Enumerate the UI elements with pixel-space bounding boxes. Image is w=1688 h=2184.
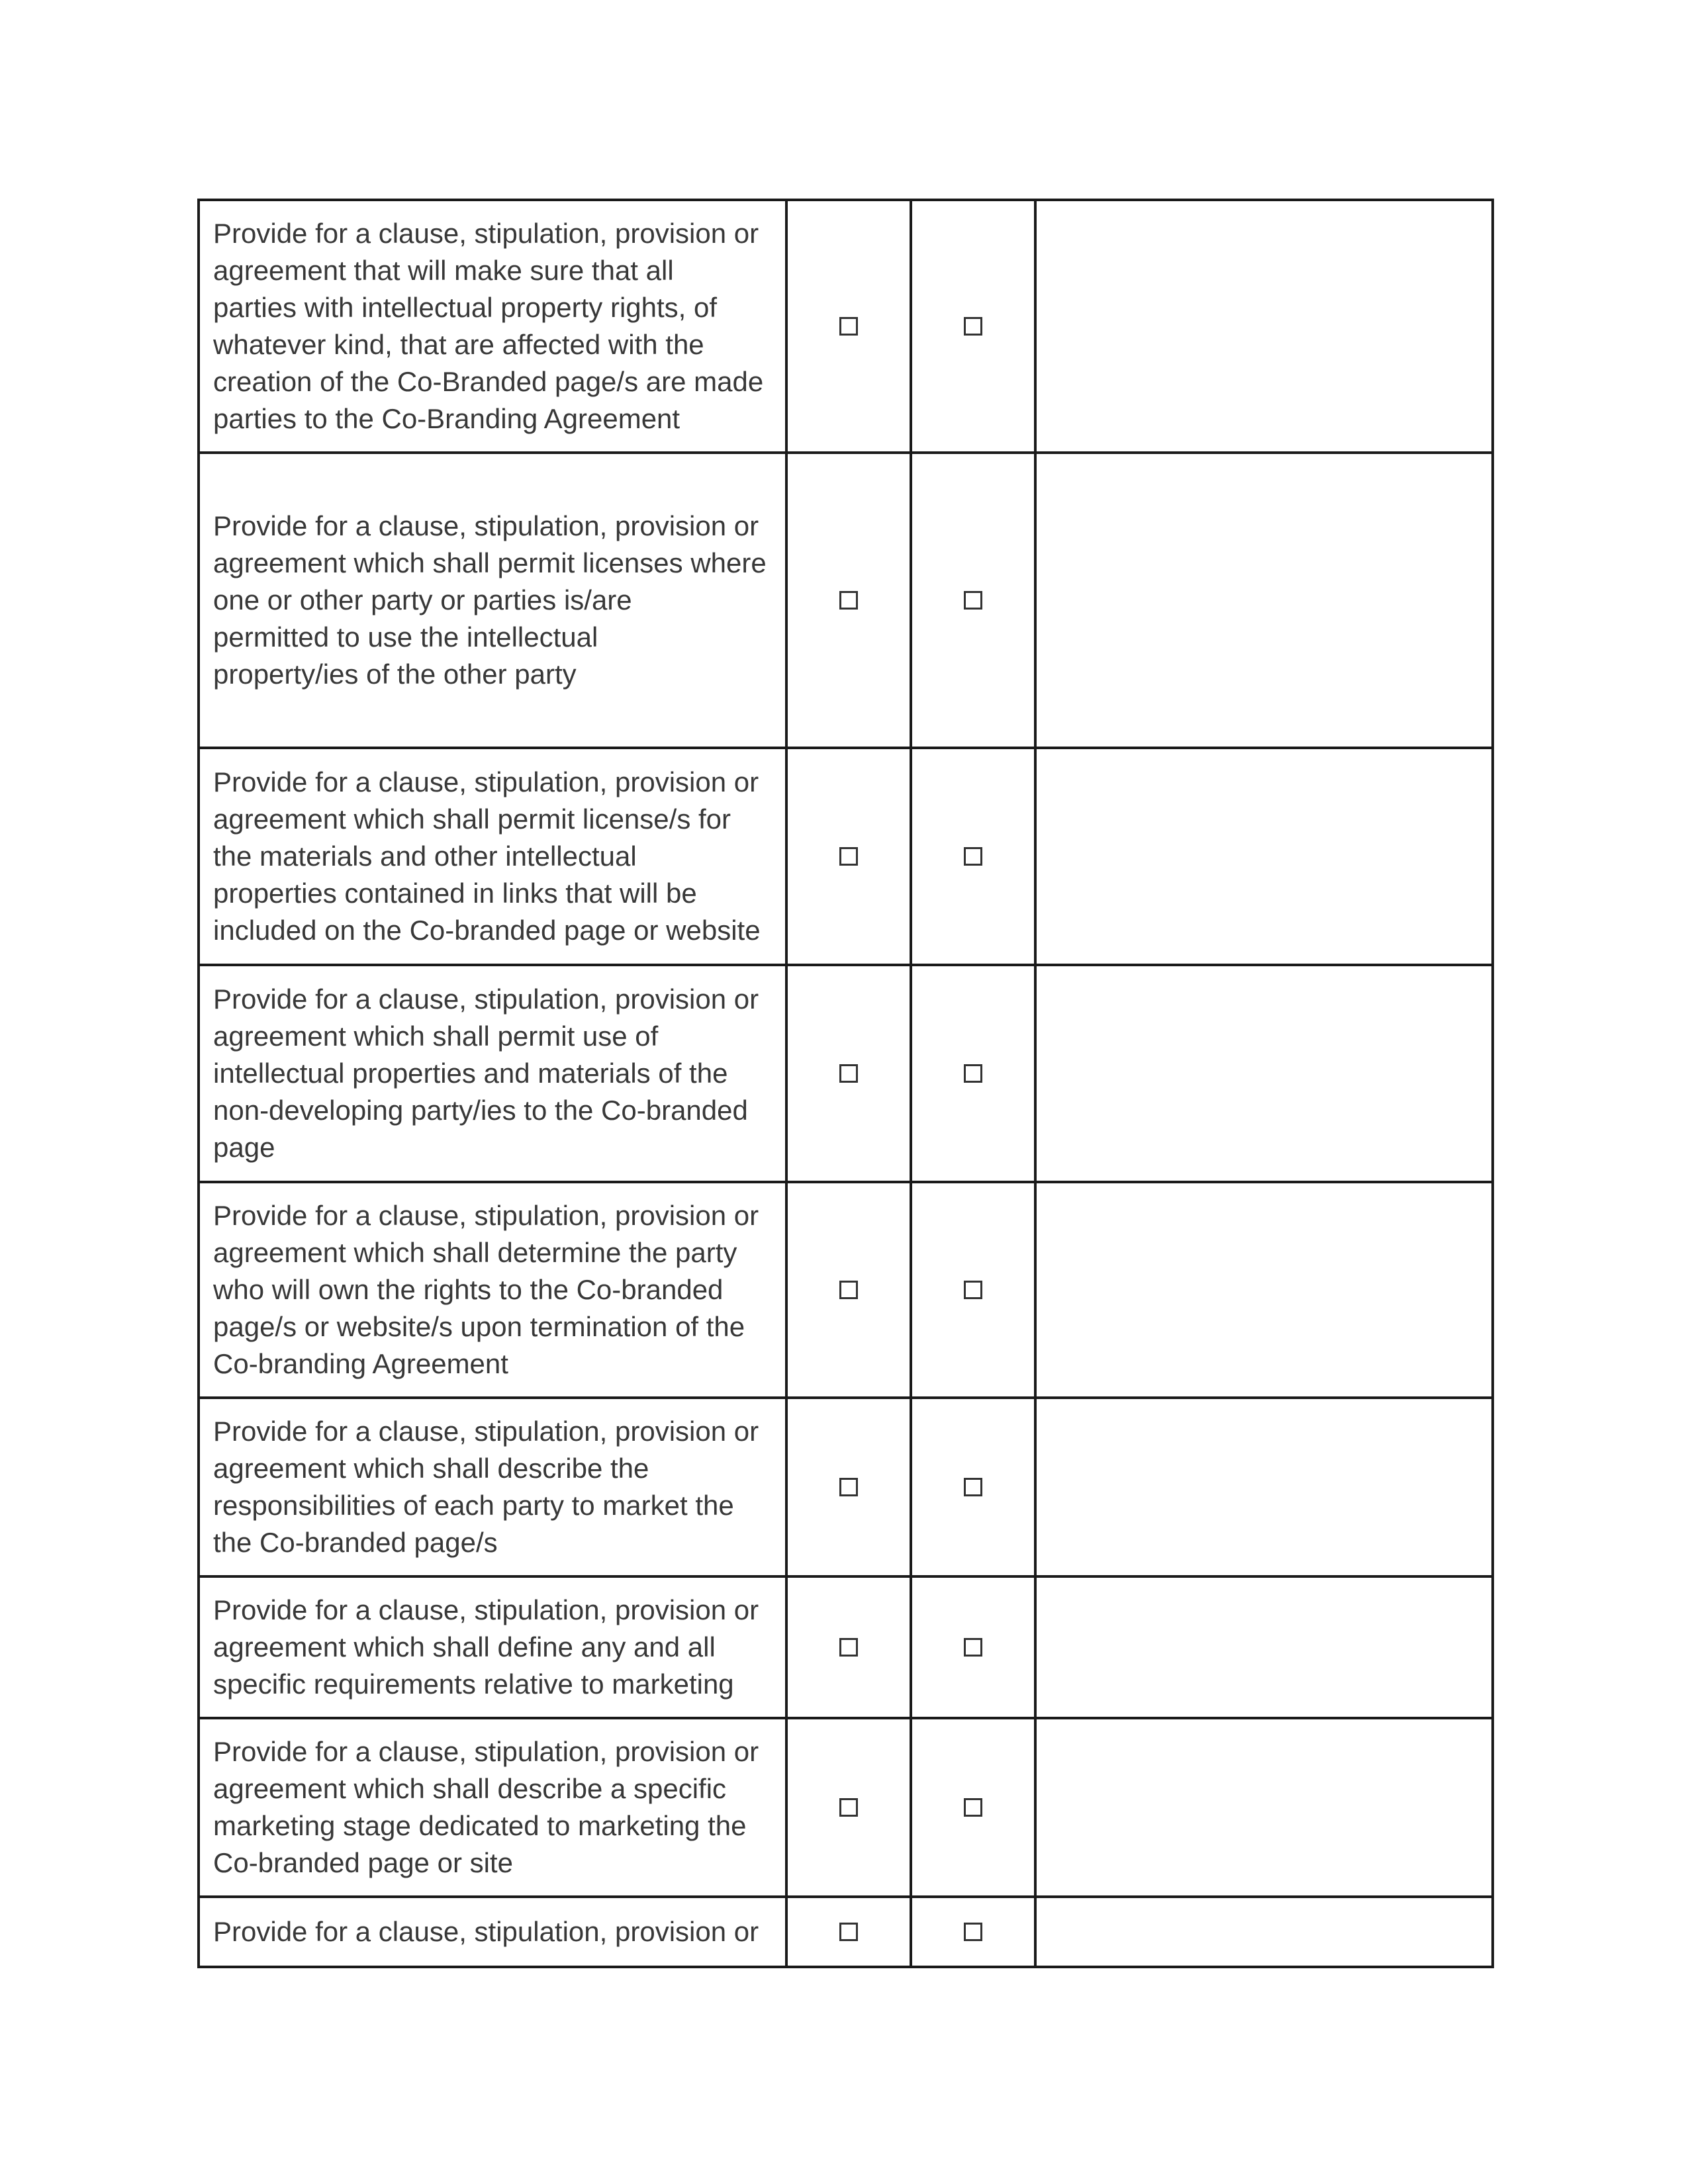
checkbox-cell [911, 1398, 1035, 1576]
clause-text: Provide for a clause, stipulation, provision or agreement which shall determine the party who will own the rights to the Co-branded page/s or website/s upon termination of the Co-branding Agreement [199, 1182, 786, 1398]
checklist-table [197, 199, 1494, 1968]
table-row [199, 1182, 1493, 1398]
notes-cell[interactable] [1035, 1182, 1493, 1398]
checkbox[interactable] [839, 847, 858, 866]
checkbox[interactable] [839, 1798, 858, 1817]
checkbox[interactable] [964, 1923, 982, 1941]
notes-cell[interactable] [1035, 1718, 1493, 1897]
table-row [199, 1897, 1493, 1967]
table-row [199, 1718, 1493, 1897]
table-row [199, 453, 1493, 748]
checkbox-cell [911, 1897, 1035, 1967]
notes-cell[interactable] [1035, 1576, 1493, 1718]
clause-text: Provide for a clause, stipulation, provision or [199, 1897, 786, 1967]
notes-cell[interactable] [1035, 1897, 1493, 1967]
checkbox-cell [911, 1576, 1035, 1718]
checkbox[interactable] [964, 1478, 982, 1496]
checkbox[interactable] [839, 1638, 858, 1657]
checkbox-cell [911, 1718, 1035, 1897]
checkbox[interactable] [839, 1281, 858, 1299]
checkbox-cell [911, 748, 1035, 965]
checkbox-cell [786, 1398, 911, 1576]
checkbox-cell [786, 1897, 911, 1967]
clause-text: Provide for a clause, stipulation, provision or agreement which shall permit use of intellectual properties and materials of the non-developing party/ies to the Co-branded page [199, 965, 786, 1182]
notes-cell[interactable] [1035, 748, 1493, 965]
checkbox[interactable] [964, 591, 982, 610]
checkbox-cell [786, 748, 911, 965]
clause-text: Provide for a clause, stipulation, provision or agreement which shall describe the responsibilities of each party to market the the Co-branded page/s [199, 1398, 786, 1576]
checkbox[interactable] [839, 1478, 858, 1496]
clause-text: Provide for a clause, stipulation, provision or agreement which shall define any and all specific requirements relative to marketing [199, 1576, 786, 1718]
checkbox-cell [786, 453, 911, 748]
checkbox-cell [911, 1182, 1035, 1398]
table-row [199, 1576, 1493, 1718]
notes-cell[interactable] [1035, 200, 1493, 453]
checkbox[interactable] [964, 847, 982, 866]
checkbox[interactable] [839, 1064, 858, 1083]
clause-text: Provide for a clause, stipulation, provision or agreement that will make sure that all parties with intellectual property rights, of whatever kind, that are affected with the creation of the Co-Branded page/s are made parties to the Co-Branding Agreement [199, 200, 786, 453]
checkbox[interactable] [839, 1923, 858, 1941]
checkbox-cell [786, 1182, 911, 1398]
table-row [199, 965, 1493, 1182]
checkbox-cell [911, 200, 1035, 453]
table-row [199, 200, 1493, 453]
checkbox-cell [786, 1576, 911, 1718]
checkbox[interactable] [964, 1064, 982, 1083]
checkbox-cell [786, 1718, 911, 1897]
checkbox[interactable] [839, 317, 858, 336]
table-row [199, 1398, 1493, 1576]
clause-text: Provide for a clause, stipulation, provision or agreement which shall permit licenses where one or other party or parties is/are permitted to use the intellectual property/ies of the other party [199, 453, 786, 748]
checkbox-cell [786, 200, 911, 453]
notes-cell[interactable] [1035, 1398, 1493, 1576]
checkbox-cell [911, 453, 1035, 748]
checkbox[interactable] [964, 317, 982, 336]
table-row [199, 748, 1493, 965]
checkbox-cell [911, 965, 1035, 1182]
clause-text: Provide for a clause, stipulation, provision or agreement which shall describe a specific marketing stage dedicated to marketing the Co-branded page or site [199, 1718, 786, 1897]
checkbox[interactable] [839, 591, 858, 610]
checkbox[interactable] [964, 1798, 982, 1817]
checkbox-cell [786, 965, 911, 1182]
checkbox[interactable] [964, 1638, 982, 1657]
notes-cell[interactable] [1035, 965, 1493, 1182]
clause-text: Provide for a clause, stipulation, provision or agreement which shall permit license/s for the materials and other intellectual properties contained in links that will be included on the Co-branded page or website [199, 748, 786, 965]
checkbox[interactable] [964, 1281, 982, 1299]
notes-cell[interactable] [1035, 453, 1493, 748]
